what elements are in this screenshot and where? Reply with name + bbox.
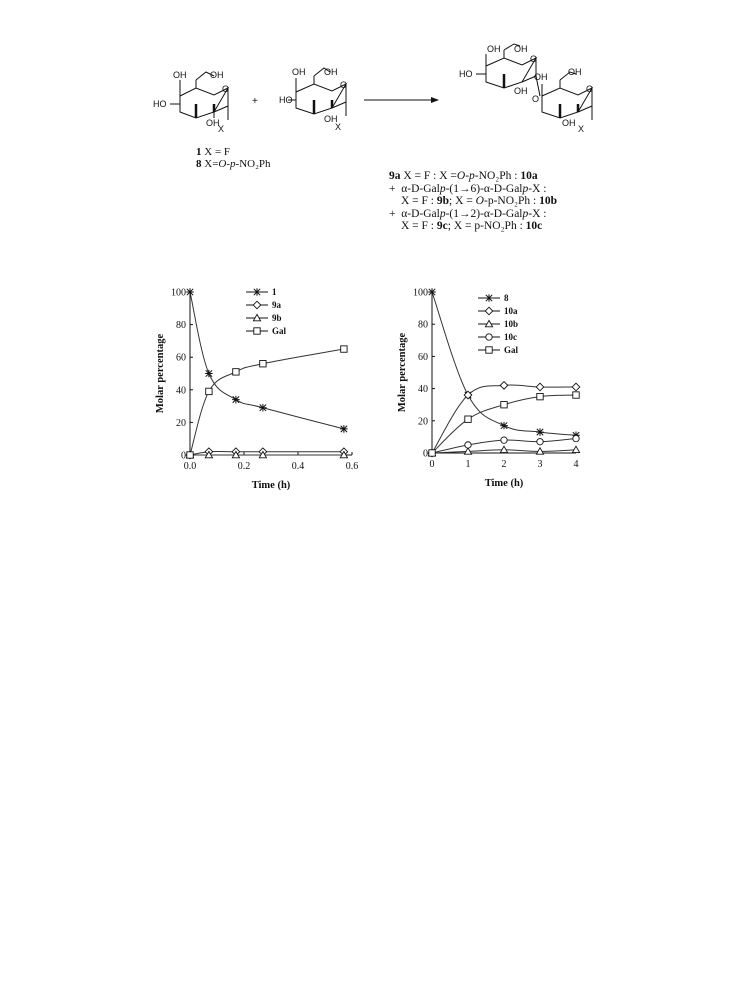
atom-label: OH — [534, 72, 548, 82]
data-point — [536, 428, 544, 436]
legend-entry — [246, 287, 277, 297]
product-text: -(1→2)-α-D-Gal — [445, 207, 523, 220]
data-point — [341, 346, 347, 352]
data-point — [465, 416, 471, 422]
legend-label: Gal — [504, 345, 519, 355]
legend-entry — [478, 345, 519, 355]
data-point — [572, 383, 580, 391]
atom-label: X — [218, 124, 225, 134]
y-axis-title: Molar percentage — [155, 333, 166, 414]
atom-label: OH — [292, 67, 306, 77]
plus-sign: + — [389, 207, 396, 220]
x-tick-label: 0.6 — [345, 461, 359, 472]
product-text: α-D-Gal — [401, 207, 440, 220]
x-axis-title: Time (h) — [484, 478, 524, 489]
product-text: p-NO₂Ph : — [487, 195, 540, 207]
atom-label: O — [340, 80, 348, 90]
product-text: X = F : — [401, 195, 437, 207]
product-description — [389, 170, 557, 233]
reactant-label-8 — [196, 158, 271, 170]
product-text: -(1→6)-α-D-Gal — [445, 182, 523, 195]
legend-entry — [246, 313, 282, 323]
plus-sign: + — [389, 182, 396, 195]
atom-label: HO — [459, 69, 473, 79]
data-point — [536, 383, 544, 391]
x-tick-label: 4 — [573, 459, 579, 470]
y-tick-label: 0 — [181, 450, 186, 462]
series-line — [190, 292, 344, 429]
data-point — [573, 392, 579, 398]
data-point — [428, 288, 436, 296]
product-line-3 — [389, 195, 557, 208]
data-point — [429, 450, 435, 456]
legend-entry — [478, 293, 509, 303]
compound-number: 10b — [539, 195, 558, 207]
compound-number: 1 — [196, 146, 202, 158]
product-text-italic: p — [522, 207, 529, 220]
x-tick-label: 3 — [537, 459, 543, 470]
product-text: -X : — [528, 207, 547, 220]
data-point — [501, 437, 507, 443]
atom-label: O — [586, 84, 594, 94]
compound-number: 10a — [520, 170, 538, 182]
atom-label: X — [335, 122, 342, 132]
data-point — [500, 382, 508, 390]
data-point — [260, 361, 266, 367]
compound-number: 9b — [436, 195, 450, 207]
atom-label: HO — [279, 95, 293, 105]
y-tick-label: 80 — [176, 320, 186, 332]
compound-definition: X = F — [204, 146, 231, 158]
legend-label: 10a — [504, 306, 518, 316]
legend-label: 8 — [504, 293, 509, 303]
y-tick-label: 20 — [176, 417, 186, 429]
x-tick-label: 0.4 — [291, 461, 305, 472]
data-point — [233, 369, 239, 375]
data-point — [465, 442, 471, 448]
chart-left-fluoride-kinetics — [150, 280, 370, 500]
product-text: X = F : X = — [400, 170, 457, 182]
data-point — [537, 439, 543, 445]
legend-label: 9a — [272, 300, 281, 310]
legend-label: Gal — [272, 326, 287, 336]
product-text-italic: p — [439, 207, 446, 220]
reactant-galactose-structure — [279, 67, 347, 132]
atom-label: O — [530, 54, 538, 64]
atom-label: OH — [514, 44, 528, 54]
atom-label: OH — [324, 114, 338, 124]
product-text: -X : — [528, 182, 547, 195]
y-tick-label: 40 — [418, 384, 428, 396]
reactant-galactoside-structure — [153, 70, 229, 134]
x-tick-label: 2 — [501, 459, 507, 470]
product-text-italic: O-p- — [456, 170, 479, 182]
y-tick-label: 20 — [418, 416, 428, 428]
reaction-scheme — [0, 0, 736, 250]
atom-label: OH — [487, 44, 501, 54]
legend-entry — [478, 306, 518, 316]
legend-entry — [478, 332, 517, 342]
data-point — [537, 393, 543, 399]
data-point — [340, 425, 348, 433]
atom-label: OH — [568, 67, 582, 77]
y-tick-label: 100 — [413, 287, 428, 299]
data-point — [501, 402, 507, 408]
data-point — [187, 452, 193, 458]
product-disaccharide-structure — [459, 44, 593, 134]
compound-number: 9c — [436, 220, 448, 232]
data-point — [206, 388, 212, 394]
x-tick-label: 0.2 — [237, 461, 251, 472]
atom-label: X — [578, 124, 585, 134]
compound-number: 8 — [196, 158, 202, 170]
y-tick-label: 60 — [176, 352, 186, 364]
atom-label: OH — [173, 70, 187, 80]
legend-marker — [254, 328, 260, 334]
y-tick-label: 100 — [171, 287, 186, 299]
legend-marker — [485, 307, 493, 315]
atom-label: O — [222, 84, 230, 94]
legend-marker — [486, 334, 492, 340]
product-line-2 — [389, 183, 557, 196]
legend-marker — [253, 288, 261, 296]
atom-label: OH — [210, 70, 224, 80]
series-1 — [186, 288, 348, 433]
data-point — [259, 404, 267, 412]
compound-definition: NO₂Ph — [239, 158, 271, 170]
product-text: ; X = — [449, 195, 476, 207]
legend-entry — [246, 300, 282, 310]
data-point — [186, 288, 194, 296]
chart-right-nitrophenyl-kinetics — [392, 280, 602, 500]
legend-entry — [478, 319, 518, 329]
y-tick-label: 40 — [176, 385, 186, 397]
series-Gal — [187, 346, 347, 458]
series-line — [190, 349, 344, 455]
product-text: α-D-Gal — [401, 182, 440, 195]
product-text: ; X = p-NO₂Ph : — [447, 220, 526, 232]
legend-marker — [253, 301, 261, 309]
product-line-5 — [389, 220, 557, 233]
product-line-1 — [389, 170, 557, 183]
compound-number: 10c — [525, 220, 543, 232]
y-tick-label: 80 — [418, 319, 428, 331]
data-point — [573, 435, 579, 441]
y-tick-label: 0 — [423, 448, 428, 460]
data-point — [232, 396, 240, 404]
data-point — [500, 422, 508, 430]
compound-definition-italic: O-p- — [218, 158, 240, 170]
x-tick-label: 0 — [429, 459, 435, 470]
x-tick-label: 0.0 — [183, 461, 197, 472]
product-text: NO₂Ph : — [478, 170, 521, 182]
plus-sign: + — [252, 96, 258, 107]
atom-label: OH — [514, 86, 528, 96]
atom-label: OH — [324, 67, 338, 77]
atom-label: O — [532, 94, 540, 104]
y-axis-title: Molar percentage — [397, 332, 408, 413]
y-tick-label: 60 — [418, 351, 428, 363]
product-text-italic: p — [522, 182, 529, 195]
legend-marker — [486, 347, 492, 353]
legend-entry — [246, 326, 287, 336]
legend-label: 10b — [504, 319, 519, 329]
legend-label: 9b — [272, 313, 282, 323]
product-text-italic: p — [439, 182, 446, 195]
data-point — [572, 446, 579, 452]
legend-marker — [485, 294, 493, 302]
atom-label: HO — [153, 99, 167, 109]
legend-label: 10c — [504, 332, 517, 342]
series-10b — [428, 446, 579, 456]
data-point — [205, 370, 213, 378]
x-tick-label: 1 — [465, 459, 471, 470]
x-axis-title: Time (h) — [251, 480, 291, 491]
atom-label: OH — [562, 118, 576, 128]
product-text: X = F : — [401, 220, 437, 232]
legend-label: 1 — [272, 287, 277, 297]
compound-definition: X= — [204, 158, 219, 170]
product-line-4 — [389, 208, 557, 221]
reactant-label-1 — [196, 146, 230, 158]
compound-number: 9a — [389, 170, 401, 182]
product-text-italic: O- — [475, 195, 488, 207]
atom-label: OH — [206, 118, 220, 128]
